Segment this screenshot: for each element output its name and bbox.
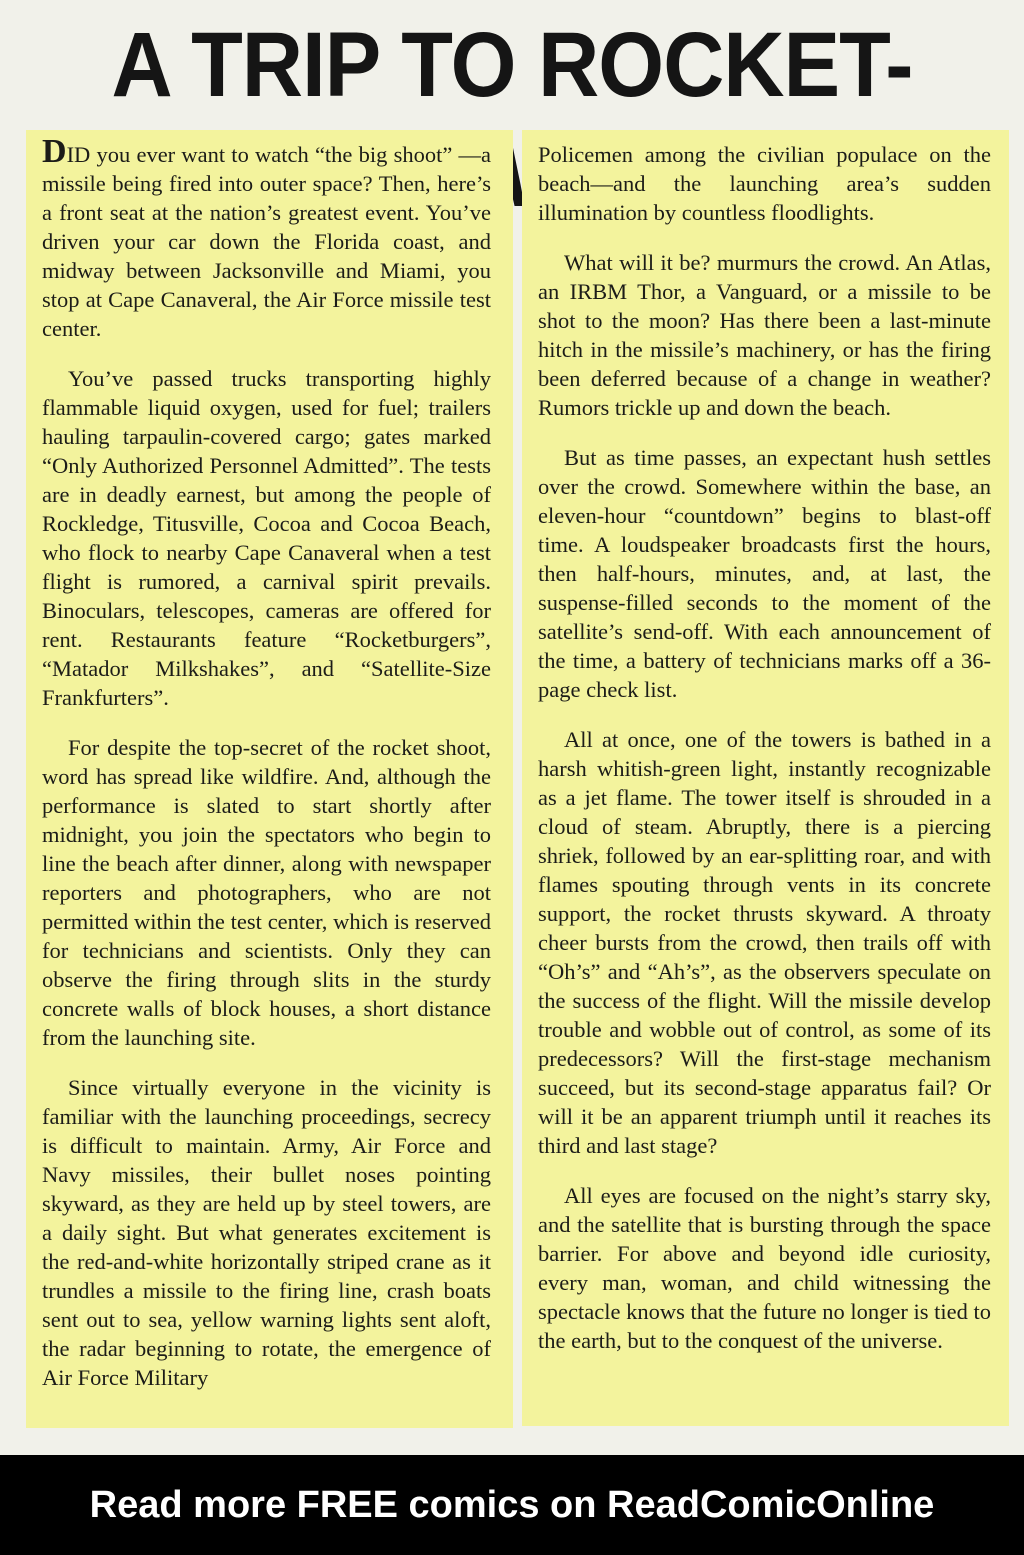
paragraph: But as time passes, an expectant hush settles over the crowd. Somewhere within the base, an eleven-hour “countdown” begins to blast-off time. A loudspeaker broadcasts first the hours, then half-hours, minutes, and, at last, the suspense-filled seconds to the moment of the satellite’s send-off. With each announcement of the time, a battery of technicians marks off a 36-page check list. bbox=[538, 445, 991, 702]
page-title: A TRIP TO ROCKET- bbox=[111, 14, 913, 116]
paragraph: Since virtually everyone in the vicinity is familiar with the launching proceedings, secrecy is difficult to maintain. Army, Air Force and Navy missiles, their bullet noses pointing skyward, as they are held up by steel towers, are a daily sight. But what generates excitement is the red-and-white horizontally striped crane as it trundles a missile to the firing line, crash boats sent out to sea, yellow warning lights sent aloft, the radar beginning to rotate, the emergence of Air Force Military bbox=[42, 1075, 491, 1390]
paragraph: What will it be? murmurs the crowd. An Atlas, an IRBM Thor, a Vanguard, or a missile to be shot to the moon? Has there been a last-minute hitch in the missile’s machinery, or has the firing been deferred because of a change in weather? Rumors trickle up and down the beach. bbox=[538, 250, 991, 420]
right-text-column bbox=[522, 130, 1009, 1426]
paragraph: For despite the top-secret of the rocket shoot, word has spread like wildfire. And, although the performance is slated to start shortly after midnight, you join the spectators who begin to line the beach after dinner, along with newspaper reporters and photographers, who are not permitted within the test center, which is reserved for technicians and scientists. Only they can observe the firing through slits in the sturdy concrete walls of block houses, a short distance from the launching site. bbox=[42, 735, 491, 1050]
promo-banner[interactable] bbox=[0, 1455, 1024, 1555]
paragraph-text: ID you ever want to watch “the big shoot” —a missile being fired into outer space? Then, here’s a front seat at the nation’s greatest event. You’ve driven your car down the Florida coast, and midway between Jacksonville and Miami, you stop at Cape Canaveral, the Air Force missile test center. bbox=[42, 142, 491, 341]
paragraph bbox=[42, 133, 491, 343]
paragraph: All at once, one of the towers is bathed in a harsh whitish-green light, instantly recognizable as a jet flame. The tower itself is shrouded in a cloud of steam. Abruptly, there is a piercing shriek, followed by an ear-splitting roar, and with flames spouting through vents in its concrete support, the rocket thrusts skyward. A throaty cheer bursts from the crowd, then trails off with “Oh’s” and “Ah’s”, as the observers speculate on the success of the flight. Will the missile develop trouble and wobble out of control, as some of its predecessors? Will the first-stage mechanism succeed, but its second-stage apparatus fail? Or will it be an apparent triumph until it reaches its third and last stage? bbox=[538, 727, 991, 1158]
paragraph: Policemen among the civilian populace on the beach—and the launching area’s sudden illumination by countless floodlights. bbox=[538, 142, 991, 225]
paragraph: All eyes are focused on the night’s starry sky, and the satellite that is bursting through the space barrier. For above and beyond idle curiosity, every man, woman, and child witnessing the spectacle knows that the future no longer is tied to the earth, but to the conquest of the universe. bbox=[538, 1183, 991, 1353]
left-text-column bbox=[26, 130, 513, 1428]
paragraph: You’ve passed trucks transporting highly flammable liquid oxygen, used for fuel; trailers hauling tarpaulin-covered cargo; gates marked “Only Authorized Personnel Admitted”. The tests are in deadly earnest, but among the people of Rockledge, Titusville, Cocoa and Cocoa Beach, who flock to nearby Cape Canaveral when a test flight is rumored, a carnival spirit prevails. Binoculars, telescopes, cameras are offered for rent. Restaurants feature “Rocketburgers”, “Matador Milkshakes”, and “Satellite-Size Frankfurters”. bbox=[42, 366, 491, 710]
promo-banner-text[interactable]: Read more FREE comics on ReadComicOnline bbox=[89, 1483, 935, 1526]
drop-cap: D bbox=[42, 133, 67, 170]
